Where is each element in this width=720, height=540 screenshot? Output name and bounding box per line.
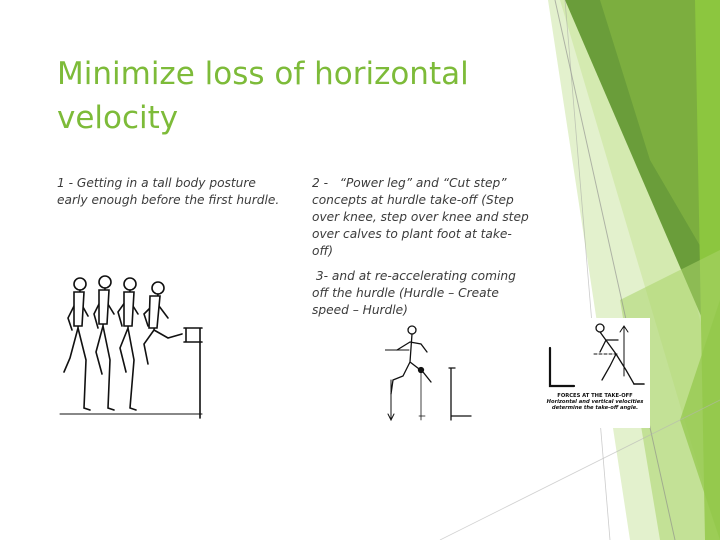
right-paragraph-2-line-3: speed – Hurdle)	[312, 303, 408, 317]
right-paragraph-2-line-1: 3- and at re-accelerating coming	[312, 269, 516, 283]
right-paragraph-1-line-2: concepts at hurdle take-off (Step	[312, 193, 514, 207]
right-paragraph-1-line-1: 2 - “Power leg” and “Cut step”	[312, 176, 507, 190]
forces-caption-line-2: Horizontal and vertical velocities	[546, 399, 644, 406]
right-paragraph-2	[312, 268, 534, 319]
right-paragraph-2-line-2: off the hurdle (Hurdle – Create	[312, 286, 499, 300]
hurdler-sequence-drawing	[58, 268, 204, 420]
take-off-figure	[385, 320, 475, 422]
left-paragraph	[57, 175, 293, 209]
hurdler-sequence-figure	[58, 268, 204, 420]
forces-caption-line-3: determine the take-off angle.	[551, 405, 639, 412]
right-paragraph-1-line-5: off)	[312, 244, 334, 258]
left-paragraph-line-2: early enough before the first hurdle.	[57, 193, 280, 207]
right-paragraph-1	[312, 175, 544, 260]
forces-caption-line-1: FORCES AT THE TAKE-OFF	[557, 393, 633, 399]
title-line-1: Minimize loss of horizontal	[57, 56, 469, 92]
slide-title	[57, 52, 527, 140]
take-off-drawing	[385, 320, 475, 422]
left-paragraph-line-1: 1 - Getting in a tall body posture	[57, 176, 256, 190]
right-paragraph-1-line-4: over calves to plant foot at take-	[312, 227, 512, 241]
right-paragraph-1-line-3: over knee, step over knee and step	[312, 210, 529, 224]
forces-figure-caption	[540, 393, 650, 412]
title-line-2: velocity	[57, 100, 179, 136]
